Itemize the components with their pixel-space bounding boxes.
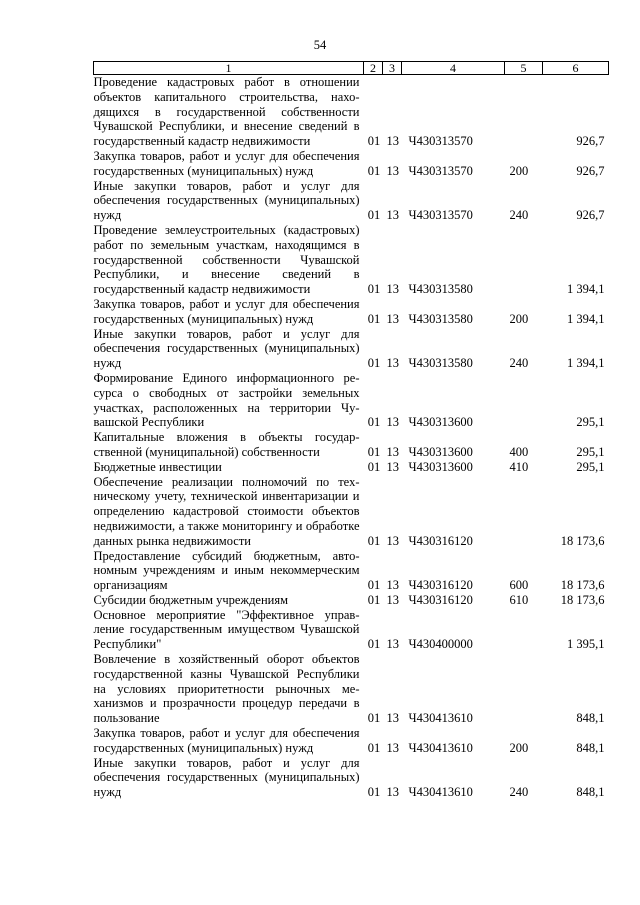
subsection-cell: 13 xyxy=(386,740,399,755)
expense-type-cell: 200 xyxy=(509,311,529,326)
amount-cell: 295,1 xyxy=(576,459,605,474)
table-row xyxy=(94,593,609,608)
section-cell: 01 xyxy=(367,311,381,326)
row-name-cell: Закупка товаров, работ и услуг для обеспечения государственных (муниципальных) нужд xyxy=(93,296,360,326)
header-col-5: 5 xyxy=(505,62,543,75)
subsection-cell: 13 xyxy=(386,592,399,607)
table-row xyxy=(94,608,609,652)
table-row xyxy=(94,327,609,371)
amount-cell: 848,1 xyxy=(576,785,605,800)
row-name-cell: Субсидии бюджетным учреждениям xyxy=(93,592,289,607)
expense-type-cell xyxy=(505,371,543,430)
target-article-cell: Ч430413610 xyxy=(408,785,473,800)
row-name-cell: Проведение кадастровых работ в отношении объектов капитального строительства, находящихся в государственной собственности Чувашской Республики, и внесение сведений в государственный кадастр недвижимости xyxy=(93,75,360,149)
amount-cell: 1 394,1 xyxy=(567,311,605,326)
section-cell: 01 xyxy=(367,208,381,223)
row-name-cell: Проведение землеустроительных (кадастровых) работ по земельным участкам, находящимся в государственной собственности Чувашской Республики, и внесение сведений в государственный кадастр недвижимости xyxy=(93,222,360,297)
amount-cell: 848,1 xyxy=(576,711,605,726)
target-article-cell: Ч430313600 xyxy=(408,459,473,474)
section-cell: 01 xyxy=(367,282,381,297)
amount-cell: 18 173,6 xyxy=(560,533,605,548)
table-row xyxy=(94,179,609,223)
header-col-6: 6 xyxy=(543,62,609,75)
expense-type-cell xyxy=(505,475,543,549)
target-article-cell: Ч430313580 xyxy=(408,356,473,371)
amount-cell: 926,7 xyxy=(576,208,605,223)
section-cell: 01 xyxy=(367,444,381,459)
target-article-cell: Ч430313580 xyxy=(408,311,473,326)
target-article-cell: Ч430413610 xyxy=(408,711,473,726)
table-row xyxy=(94,652,609,726)
amount-cell: 1 394,1 xyxy=(567,356,605,371)
target-article-cell: Ч430316120 xyxy=(408,533,473,548)
row-name-cell: Иные закупки товаров, работ и услуг для обеспечения государственных (муниципальных) нужд xyxy=(93,326,360,371)
expense-type-cell xyxy=(505,652,543,726)
table-header xyxy=(94,62,609,75)
amount-cell: 926,7 xyxy=(576,163,605,178)
section-cell: 01 xyxy=(367,592,381,607)
amount-cell: 1 394,1 xyxy=(567,282,605,297)
subsection-cell: 13 xyxy=(386,163,399,178)
subsection-cell: 13 xyxy=(386,637,399,652)
target-article-cell: Ч430400000 xyxy=(408,637,473,652)
page-number: 54 xyxy=(313,38,327,52)
subsection-cell: 13 xyxy=(386,459,399,474)
header-col-2: 2 xyxy=(364,62,383,75)
header-col-3: 3 xyxy=(383,62,402,75)
row-name-cell: Капитальные вложения в объекты государственной (муниципальной) собственности xyxy=(93,430,360,459)
expense-type-cell: 410 xyxy=(509,459,529,474)
row-name-cell: Обеспечение реализации полномочий по техническому учету, технической инвентаризации и определению кадастровой стоимости объектов недвижимости, а также мониторингу и обработке данных рынка недвижимости xyxy=(93,474,360,548)
section-cell: 01 xyxy=(367,711,381,726)
budget-table xyxy=(93,61,609,800)
amount-cell: 18 173,6 xyxy=(560,578,605,593)
subsection-cell: 13 xyxy=(386,711,399,726)
subsection-cell: 13 xyxy=(386,311,399,326)
subsection-cell: 13 xyxy=(386,578,399,593)
subsection-cell: 13 xyxy=(386,208,399,223)
header-row xyxy=(94,62,609,75)
table-row xyxy=(94,75,609,149)
target-article-cell: Ч430316120 xyxy=(408,592,473,607)
amount-cell: 295,1 xyxy=(576,415,605,430)
row-name-cell: Основное мероприятие "Эффективное управление государственным имуществом Чувашской Республики" xyxy=(93,607,360,652)
row-name-cell: Закупка товаров, работ и услуг для обеспечения государственных (муниципальных) нужд xyxy=(93,148,360,178)
subsection-cell: 13 xyxy=(386,785,399,800)
amount-cell: 1 395,1 xyxy=(567,637,605,652)
table-row xyxy=(94,371,609,430)
table-row xyxy=(94,223,609,297)
section-cell: 01 xyxy=(367,134,381,149)
table-row xyxy=(94,756,609,800)
subsection-cell: 13 xyxy=(386,282,399,297)
subsection-cell: 13 xyxy=(386,134,399,149)
row-name-cell: Иные закупки товаров, работ и услуг для обеспечения государственных (муниципальных) нужд xyxy=(93,178,360,223)
table-row xyxy=(94,726,609,756)
section-cell: 01 xyxy=(367,785,381,800)
expense-type-cell: 610 xyxy=(509,592,529,607)
target-article-cell: Ч430313570 xyxy=(408,134,473,149)
expense-type-cell: 240 xyxy=(509,356,529,371)
amount-cell: 848,1 xyxy=(576,740,605,755)
target-article-cell: Ч430313580 xyxy=(408,282,473,297)
row-name-cell: Формирование Единого информационного ресурса о свободных от застройки земельных участках, расположенных на территории Чувашской Республики xyxy=(93,370,360,430)
target-article-cell: Ч430313600 xyxy=(408,415,473,430)
section-cell: 01 xyxy=(367,637,381,652)
section-cell: 01 xyxy=(367,163,381,178)
section-cell: 01 xyxy=(367,415,381,430)
target-article-cell: Ч430313570 xyxy=(408,208,473,223)
row-name-cell: Бюджетные инвестиции xyxy=(93,459,222,474)
section-cell: 01 xyxy=(367,356,381,371)
expense-type-cell: 240 xyxy=(509,208,529,223)
row-name-cell: Иные закупки товаров, работ и услуг для обеспечения государственных (муниципальных) нужд xyxy=(93,755,360,800)
target-article-cell: Ч430313570 xyxy=(408,163,473,178)
row-name-cell: Вовлечение в хозяйственный оборот объектов государственной казны Чувашской Республики на условиях приоритетности рыночных механизмов и прозрачности процедур передачи в пользование xyxy=(93,652,360,726)
table-row xyxy=(94,430,609,460)
subsection-cell: 13 xyxy=(386,356,399,371)
table-row xyxy=(94,549,609,593)
header-col-1: 1 xyxy=(94,62,364,75)
section-cell: 01 xyxy=(367,578,381,593)
section-cell: 01 xyxy=(367,740,381,755)
target-article-cell: Ч430313600 xyxy=(408,444,473,459)
amount-cell: 295,1 xyxy=(576,444,605,459)
expense-type-cell: 200 xyxy=(509,740,529,755)
row-name-cell: Закупка товаров, работ и услуг для обеспечения государственных (муниципальных) нужд xyxy=(93,726,360,755)
amount-cell: 926,7 xyxy=(576,134,605,149)
subsection-cell: 13 xyxy=(386,415,399,430)
subsection-cell: 13 xyxy=(386,444,399,459)
header-col-4: 4 xyxy=(402,62,505,75)
table-row xyxy=(94,297,609,327)
table-row xyxy=(94,475,609,549)
table-row xyxy=(94,149,609,179)
amount-cell: 18 173,6 xyxy=(560,592,605,607)
expense-type-cell: 200 xyxy=(509,163,529,178)
expense-type-cell xyxy=(505,223,543,297)
section-cell: 01 xyxy=(367,459,381,474)
expense-type-cell: 240 xyxy=(509,785,529,800)
expense-type-cell: 600 xyxy=(509,578,529,593)
target-article-cell: Ч430413610 xyxy=(408,740,473,755)
table-body xyxy=(94,75,609,801)
table-row xyxy=(94,460,609,475)
expense-type-cell: 400 xyxy=(509,444,529,459)
section-cell: 01 xyxy=(367,533,381,548)
subsection-cell: 13 xyxy=(386,533,399,548)
row-name-cell: Предоставление субсидий бюджетным, автономным учреждениям и иным некоммерческим организациям xyxy=(93,548,360,593)
expense-type-cell xyxy=(505,608,543,652)
target-article-cell: Ч430316120 xyxy=(408,578,473,593)
expense-type-cell xyxy=(505,75,543,149)
